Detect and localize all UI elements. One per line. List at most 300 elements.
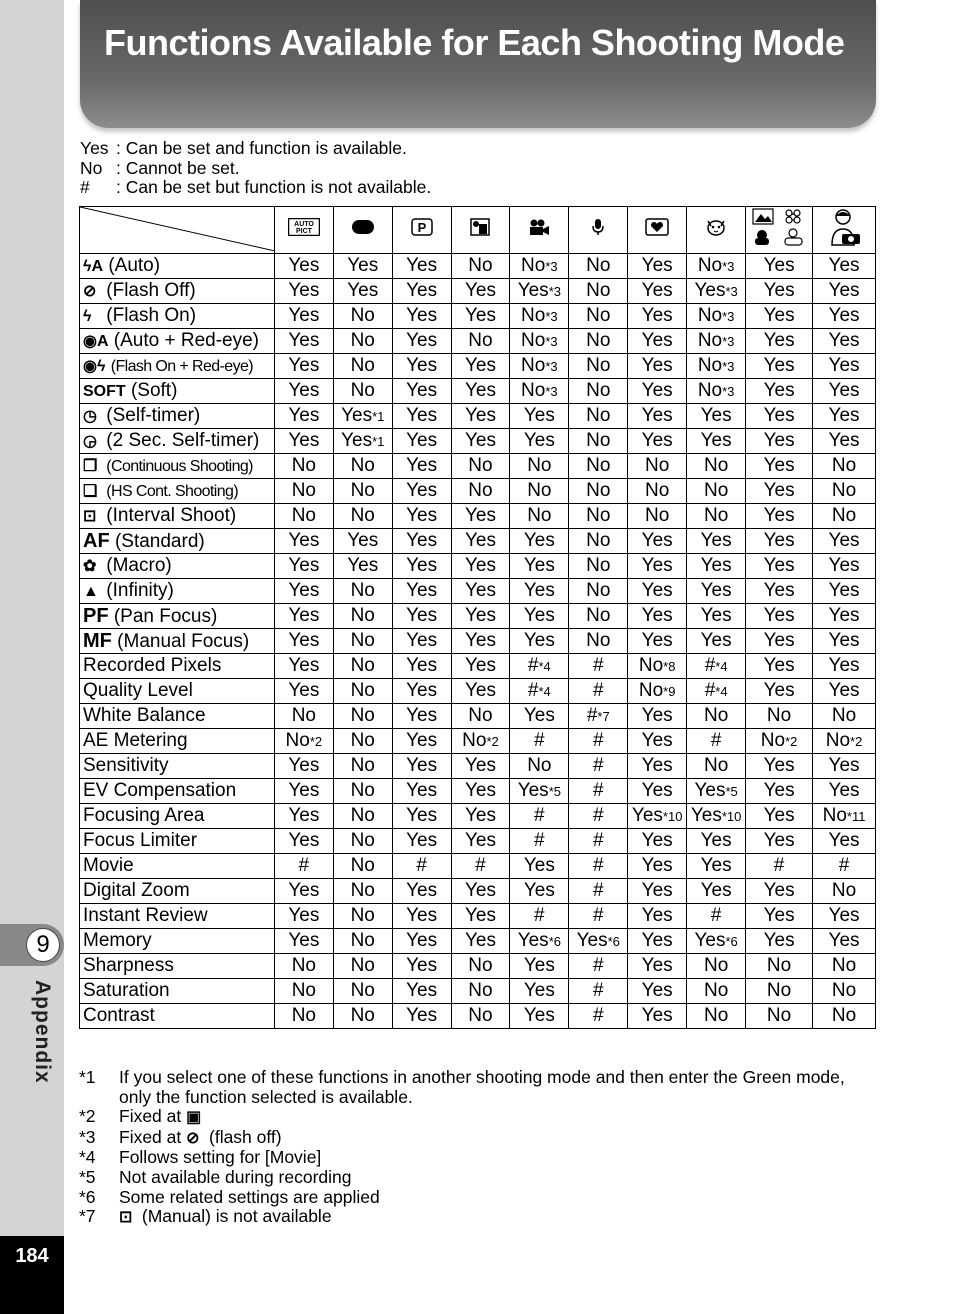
cell-value: Yes — [406, 930, 438, 951]
header-pet — [687, 207, 746, 254]
cell-value: No — [350, 905, 375, 926]
chapter-label: Appendix — [31, 980, 54, 1084]
cell-note-ref: *6 — [548, 934, 561, 949]
row-label-cell — [80, 829, 275, 854]
cell-value: No — [462, 730, 487, 751]
table-cell — [687, 279, 746, 304]
cell-value: Yes — [828, 305, 860, 326]
cell-value: No — [468, 980, 493, 1001]
cell-value: Yes — [347, 280, 379, 301]
title-banner — [80, 0, 876, 128]
table-cell — [510, 679, 569, 704]
cell-note-ref: *3 — [545, 334, 558, 349]
cell-value: No — [291, 1005, 316, 1026]
page-title: Functions Available for Each Shooting Mode — [104, 22, 845, 63]
table-cell — [569, 479, 628, 504]
cell-value: No — [291, 505, 316, 526]
legend-key: Yes — [80, 138, 109, 158]
cell-value: No — [586, 330, 611, 351]
table-row — [80, 729, 876, 754]
table-cell — [813, 379, 876, 404]
table-cell — [687, 979, 746, 1004]
table-cell — [333, 704, 392, 729]
cell-value: No — [825, 730, 851, 751]
cell-note-ref: *1 — [372, 409, 385, 424]
cell-value: Yes — [641, 980, 673, 1001]
table-cell — [510, 779, 569, 804]
cell-note-ref: *5 — [548, 784, 561, 799]
cell-value: # — [298, 855, 310, 876]
table-cell — [813, 354, 876, 379]
table-cell — [451, 504, 510, 529]
table-row — [80, 854, 876, 879]
table-cell — [451, 629, 510, 654]
cell-note-ref: *3 — [722, 334, 735, 349]
row-label-cell — [80, 479, 275, 504]
cell-value: Yes — [828, 905, 860, 926]
table-cell — [333, 854, 392, 879]
legend-item — [80, 159, 431, 179]
table-cell — [746, 754, 813, 779]
cell-value: Yes — [464, 655, 496, 676]
table-cell — [333, 979, 392, 1004]
table-cell — [333, 304, 392, 329]
table-row — [80, 654, 876, 679]
cell-note-ref: *3 — [725, 284, 738, 299]
table-cell — [813, 254, 876, 279]
cell-value: # — [704, 655, 716, 676]
cell-value: No — [350, 505, 375, 526]
row-label: (Macro) — [106, 555, 172, 576]
cell-value: # — [592, 830, 604, 851]
table-cell — [813, 854, 876, 879]
table-cell — [746, 504, 813, 529]
cell-value: No — [831, 480, 857, 501]
table-cell — [687, 304, 746, 329]
cell-value: Yes — [641, 955, 673, 976]
table-cell — [510, 704, 569, 729]
cell-value: No — [350, 855, 375, 876]
cell-value: No — [645, 480, 670, 501]
table-cell — [628, 954, 687, 979]
green-mode-icon — [351, 218, 375, 242]
table-cell — [569, 429, 628, 454]
autofocus-standard-icon: AF — [83, 529, 110, 552]
table-cell — [333, 604, 392, 629]
svg-text:P: P — [417, 220, 426, 235]
cell-value: No — [521, 305, 546, 326]
table-cell — [274, 404, 333, 429]
cell-value: Yes — [406, 830, 438, 851]
program-mode-icon — [411, 218, 433, 242]
cell-value: Yes — [763, 430, 795, 451]
cell-note-ref: *2 — [486, 734, 499, 749]
cell-value: Yes — [464, 755, 496, 776]
legend-text: Can be set and function is available. — [120, 138, 407, 158]
cell-value: No — [521, 355, 546, 376]
table-row — [80, 629, 876, 654]
row-label: Saturation — [83, 980, 170, 1001]
table-cell — [451, 354, 510, 379]
row-label-cell — [80, 354, 275, 379]
cell-value: Yes — [523, 980, 555, 1001]
table-cell — [813, 829, 876, 854]
cell-value: Yes — [406, 605, 438, 626]
cell-value: Yes — [641, 330, 673, 351]
table-cell — [451, 879, 510, 904]
cell-value: No — [831, 455, 857, 476]
table-cell — [274, 254, 333, 279]
table-cell — [628, 629, 687, 654]
cell-value: No — [766, 980, 792, 1001]
table-cell — [333, 454, 392, 479]
cell-value: No — [586, 480, 611, 501]
cell-value: # — [773, 855, 785, 876]
cell-value: # — [527, 680, 539, 701]
table-cell — [569, 629, 628, 654]
cell-value: Yes — [288, 330, 320, 351]
cell-value: No — [350, 955, 375, 976]
cell-value: Yes — [464, 355, 496, 376]
cell-value: Yes — [576, 930, 608, 951]
footnote-text: (Manual) is not available — [141, 1206, 332, 1227]
table-cell — [510, 1004, 569, 1029]
cell-value: Yes — [406, 780, 438, 801]
row-label: AE Metering — [83, 730, 188, 751]
row-label-cell — [80, 904, 275, 929]
cell-value: No — [638, 680, 664, 701]
cell-note-ref: *11 — [846, 809, 866, 824]
table-cell — [451, 954, 510, 979]
cell-value: No — [703, 455, 729, 476]
cell-value: No — [350, 830, 375, 851]
table-cell — [333, 629, 392, 654]
table-cell — [746, 529, 813, 554]
cell-value: No — [831, 955, 857, 976]
cell-value: # — [534, 905, 545, 926]
cell-value: No — [350, 630, 375, 651]
table-row — [80, 554, 876, 579]
row-label: (Soft) — [130, 380, 178, 401]
cell-value: Yes — [641, 705, 673, 726]
header-program — [392, 207, 451, 254]
cell-value: No — [350, 605, 375, 626]
macro-icon: ✿ — [83, 558, 97, 575]
table-cell — [687, 379, 746, 404]
table-cell — [569, 729, 628, 754]
cell-value: No — [291, 705, 316, 726]
row-label: Sensitivity — [83, 755, 169, 776]
cell-value: # — [710, 905, 722, 926]
row-label-cell — [80, 979, 275, 1004]
multi-segment-metering-icon: ▣ — [186, 1109, 202, 1127]
cell-value: No — [350, 730, 375, 751]
footnote — [79, 1148, 879, 1168]
table-cell — [451, 379, 510, 404]
cell-value: Yes — [763, 780, 795, 801]
table-cell — [392, 679, 451, 704]
cell-value: No — [527, 755, 552, 776]
table-cell — [569, 1004, 628, 1029]
table-row — [80, 979, 876, 1004]
table-cell — [569, 254, 628, 279]
table-cell — [392, 354, 451, 379]
cell-value: No — [586, 305, 611, 326]
legend-separator: : — [116, 138, 121, 158]
cell-value: No — [831, 505, 857, 526]
footnote — [79, 1128, 879, 1149]
table-cell — [274, 754, 333, 779]
table-cell — [628, 604, 687, 629]
table-cell — [274, 829, 333, 854]
cell-value: Yes — [288, 580, 320, 601]
table-cell — [746, 454, 813, 479]
footnotes — [79, 1068, 879, 1228]
table-cell — [628, 679, 687, 704]
cell-value: Yes — [464, 880, 496, 901]
table-cell — [746, 629, 813, 654]
cell-value: Yes — [464, 580, 496, 601]
cell-value: # — [534, 730, 545, 751]
cell-value: Yes — [700, 555, 732, 576]
cell-value: No — [350, 930, 375, 951]
table-cell — [813, 1004, 876, 1029]
table-cell — [628, 779, 687, 804]
footnote-key: *7 — [79, 1206, 96, 1227]
table-cell — [274, 279, 333, 304]
header-voice-recording — [569, 207, 628, 254]
table-row — [80, 529, 876, 554]
table-cell — [687, 829, 746, 854]
table-cell — [451, 654, 510, 679]
cell-value: Yes — [763, 530, 795, 551]
table-cell — [392, 904, 451, 929]
flash-off-icon: ⊘ — [186, 1129, 200, 1147]
table-cell — [569, 754, 628, 779]
cell-value: Yes — [464, 605, 496, 626]
table-cell — [746, 304, 813, 329]
table-cell — [333, 804, 392, 829]
cell-value: Yes — [341, 430, 373, 451]
table-cell — [274, 529, 333, 554]
table-cell — [746, 954, 813, 979]
table-cell — [746, 879, 813, 904]
footnote-key: *5 — [79, 1166, 96, 1187]
footnote — [79, 1168, 879, 1188]
footnote-key: *4 — [79, 1147, 96, 1168]
cell-note-ref: *2 — [850, 734, 863, 749]
cell-value: Yes — [694, 780, 726, 801]
cell-note-ref: *6 — [725, 934, 738, 949]
cell-value: Yes — [763, 680, 795, 701]
cell-value: Yes — [641, 280, 673, 301]
natural-skin-tone-mode-icon — [826, 207, 862, 253]
cell-note-ref: *3 — [545, 384, 558, 399]
table-cell — [746, 279, 813, 304]
landscape-flower-portrait-kids-mode-icon — [751, 207, 807, 253]
cell-value: Yes — [828, 355, 860, 376]
cell-value: No — [586, 380, 611, 401]
cell-value: Yes — [288, 880, 320, 901]
cell-value: Yes — [288, 930, 320, 951]
table-cell — [510, 729, 569, 754]
table-cell — [392, 829, 451, 854]
table-cell — [687, 329, 746, 354]
footnote-text: (flash off) — [209, 1126, 282, 1147]
footnote-text: Fixed at — [119, 1106, 182, 1127]
cell-value: Yes — [641, 255, 673, 276]
table-cell — [813, 554, 876, 579]
table-cell — [274, 954, 333, 979]
table-cell — [451, 254, 510, 279]
cell-value: Yes — [464, 405, 496, 426]
cell-value: # — [592, 1005, 604, 1026]
footnote — [79, 1207, 879, 1228]
table-cell — [687, 404, 746, 429]
table-cell — [569, 829, 628, 854]
cell-value: Yes — [464, 505, 496, 526]
table-cell — [746, 779, 813, 804]
table-cell — [628, 579, 687, 604]
cell-note-ref: *2 — [785, 734, 798, 749]
table-cell — [451, 979, 510, 1004]
table-cell — [274, 679, 333, 704]
table-cell — [274, 354, 333, 379]
table-cell — [392, 754, 451, 779]
cell-value: No — [638, 655, 664, 676]
table-cell — [274, 304, 333, 329]
soft-flash-icon: SOFT — [83, 383, 126, 400]
cell-value: Yes — [700, 855, 732, 876]
cell-value: Yes — [523, 530, 555, 551]
table-cell — [569, 404, 628, 429]
cell-value: Yes — [763, 330, 795, 351]
table-cell — [687, 954, 746, 979]
table-cell — [746, 929, 813, 954]
cell-note-ref: *4 — [715, 684, 728, 699]
row-label-cell — [80, 304, 275, 329]
header-movie — [510, 207, 569, 254]
cell-value: No — [645, 505, 670, 526]
row-label-cell — [80, 279, 275, 304]
table-cell — [451, 779, 510, 804]
table-cell — [628, 279, 687, 304]
legend-key: No — [80, 157, 103, 178]
cell-value: Yes — [763, 455, 795, 476]
row-label-cell — [80, 529, 275, 554]
table-cell — [392, 804, 451, 829]
table-cell — [333, 429, 392, 454]
cell-value: Yes — [641, 380, 673, 401]
cell-value: No — [350, 780, 375, 801]
flash-auto-icon: ϟA — [83, 258, 104, 275]
cell-value: # — [592, 780, 604, 801]
row-label-cell — [80, 1004, 275, 1029]
cell-value: Yes — [517, 780, 549, 801]
row-label-cell — [80, 579, 275, 604]
row-label-cell — [80, 729, 275, 754]
table-cell — [274, 429, 333, 454]
cell-value: No — [350, 380, 375, 401]
cell-value: No — [350, 655, 375, 676]
table-row — [80, 329, 876, 354]
cell-note-ref: *3 — [722, 359, 735, 374]
cell-value: Yes — [763, 555, 795, 576]
cell-value: Yes — [464, 280, 496, 301]
infinity-icon: ▲ — [83, 583, 99, 600]
row-label: Focus Limiter — [83, 830, 198, 851]
cell-value: Yes — [828, 655, 860, 676]
cell-value: Yes — [464, 905, 496, 926]
table-cell — [569, 704, 628, 729]
row-label: Focusing Area — [83, 805, 205, 826]
cell-note-ref: *3 — [545, 259, 558, 274]
table-cell — [813, 454, 876, 479]
row-label-cell — [80, 379, 275, 404]
row-label: (Pan Focus) — [113, 605, 218, 627]
cell-value: Yes — [641, 430, 673, 451]
cell-value: Yes — [763, 480, 795, 501]
cell-value: Yes — [464, 930, 496, 951]
footnote-key: *2 — [79, 1106, 96, 1127]
cell-value: Yes — [406, 280, 438, 301]
table-cell — [510, 654, 569, 679]
row-label: Digital Zoom — [83, 880, 190, 901]
table-cell — [628, 829, 687, 854]
cell-value: Yes — [406, 355, 438, 376]
cell-value: Yes — [406, 430, 438, 451]
cell-value: Yes — [406, 755, 438, 776]
cell-value: No — [291, 980, 316, 1001]
cell-value: Yes — [464, 430, 496, 451]
table-cell — [510, 279, 569, 304]
cell-value: Yes — [288, 555, 320, 576]
header-picture-favorites — [628, 207, 687, 254]
table-row — [80, 454, 876, 479]
table-cell — [274, 779, 333, 804]
table-cell — [813, 579, 876, 604]
cell-note-ref: *4 — [715, 659, 728, 674]
cell-value: Yes — [641, 755, 673, 776]
footnote-text: Not available during recording — [119, 1166, 352, 1187]
table-cell — [510, 304, 569, 329]
table-cell — [813, 979, 876, 1004]
cell-value: Yes — [464, 305, 496, 326]
cell-value: Yes — [406, 805, 438, 826]
cell-value: No — [350, 755, 375, 776]
table-row — [80, 904, 876, 929]
table-cell — [392, 554, 451, 579]
footnote — [79, 1188, 879, 1208]
header-auto-picture — [274, 207, 333, 254]
table-cell — [813, 479, 876, 504]
table-row — [80, 829, 876, 854]
table-cell — [392, 979, 451, 1004]
table-cell — [451, 279, 510, 304]
table-cell — [628, 704, 687, 729]
table-row — [80, 804, 876, 829]
table-cell — [274, 379, 333, 404]
table-cell — [813, 604, 876, 629]
table-header-row — [80, 207, 876, 254]
row-label: (Manual Focus) — [117, 630, 250, 652]
table-cell — [510, 454, 569, 479]
table-row — [80, 954, 876, 979]
cell-value: Yes — [347, 530, 379, 551]
table-cell — [569, 454, 628, 479]
cell-value: Yes — [464, 555, 496, 576]
row-label: White Balance — [83, 705, 206, 726]
